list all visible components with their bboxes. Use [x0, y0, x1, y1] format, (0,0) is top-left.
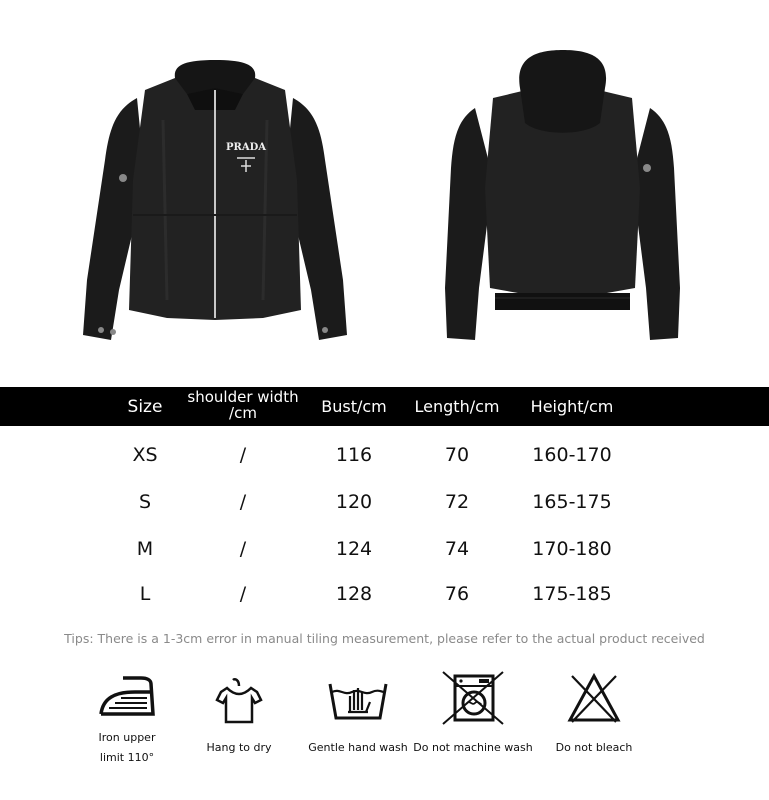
care-label: Do not machine wash — [413, 741, 533, 754]
care-label: Hang to dry — [206, 741, 272, 754]
cell-height: 170-180 — [532, 538, 612, 560]
cell-size: XS — [132, 444, 158, 466]
cell-shoulder: / — [239, 444, 247, 466]
care-label — [62, 728, 192, 768]
cell-shoulder: / — [239, 491, 247, 513]
measurement-tips: Tips: There is a 1-3cm error in manual tiling measurement, please refer to the actual product received — [64, 631, 705, 646]
jacket-back-image — [435, 48, 690, 348]
jacket-front-illustration — [75, 60, 355, 350]
hand-wash-icon — [326, 670, 390, 726]
jacket-back-illustration — [435, 48, 690, 348]
header-length: Length/cm — [414, 397, 500, 416]
care-label-line2: limit 110° — [99, 751, 155, 764]
cell-bust: 124 — [335, 538, 373, 560]
cell-size: M — [136, 538, 154, 560]
prada-logo: PRADA — [225, 142, 267, 153]
cell-height: 165-175 — [532, 491, 612, 513]
cell-shoulder: / — [239, 538, 247, 560]
table-row — [0, 444, 769, 474]
header-height: Height/cm — [530, 397, 614, 416]
table-row — [0, 583, 769, 613]
size-table-header — [0, 387, 769, 426]
header-size: Size — [127, 397, 163, 417]
cell-length: 76 — [444, 583, 470, 605]
product-images — [0, 0, 769, 385]
table-row — [0, 491, 769, 521]
cell-length: 70 — [444, 444, 470, 466]
cell-height: 160-170 — [532, 444, 612, 466]
jacket-front-image — [75, 60, 355, 350]
cell-shoulder: / — [239, 583, 247, 605]
cell-size: S — [138, 491, 152, 513]
care-item-iron — [62, 670, 192, 768]
cell-size: L — [139, 583, 151, 605]
care-instructions — [0, 670, 769, 800]
table-row — [0, 538, 769, 568]
header-shoulder-line2: /cm — [229, 404, 257, 422]
care-label: Do not bleach — [555, 741, 633, 754]
header-shoulder-width — [187, 389, 298, 421]
hanger-shirt-icon — [207, 670, 271, 726]
header-bust: Bust/cm — [321, 397, 387, 416]
size-table — [0, 426, 769, 626]
cell-height: 175-185 — [532, 583, 612, 605]
cell-length: 74 — [444, 538, 470, 560]
iron-icon — [95, 670, 159, 726]
cell-length: 72 — [444, 491, 470, 513]
care-label-line1: Iron upper — [98, 731, 156, 744]
care-label: Gentle hand wash — [308, 741, 408, 754]
header-shoulder-line1: shoulder width — [187, 388, 299, 406]
care-item-no-machine-wash — [408, 670, 538, 758]
cell-bust: 128 — [335, 583, 373, 605]
care-item-hang-dry — [174, 670, 304, 758]
cell-bust: 116 — [335, 444, 373, 466]
care-item-no-bleach — [529, 670, 659, 758]
no-bleach-icon — [562, 670, 626, 726]
cell-bust: 120 — [335, 491, 373, 513]
no-machine-wash-icon — [441, 670, 505, 726]
care-item-hand-wash — [293, 670, 423, 758]
